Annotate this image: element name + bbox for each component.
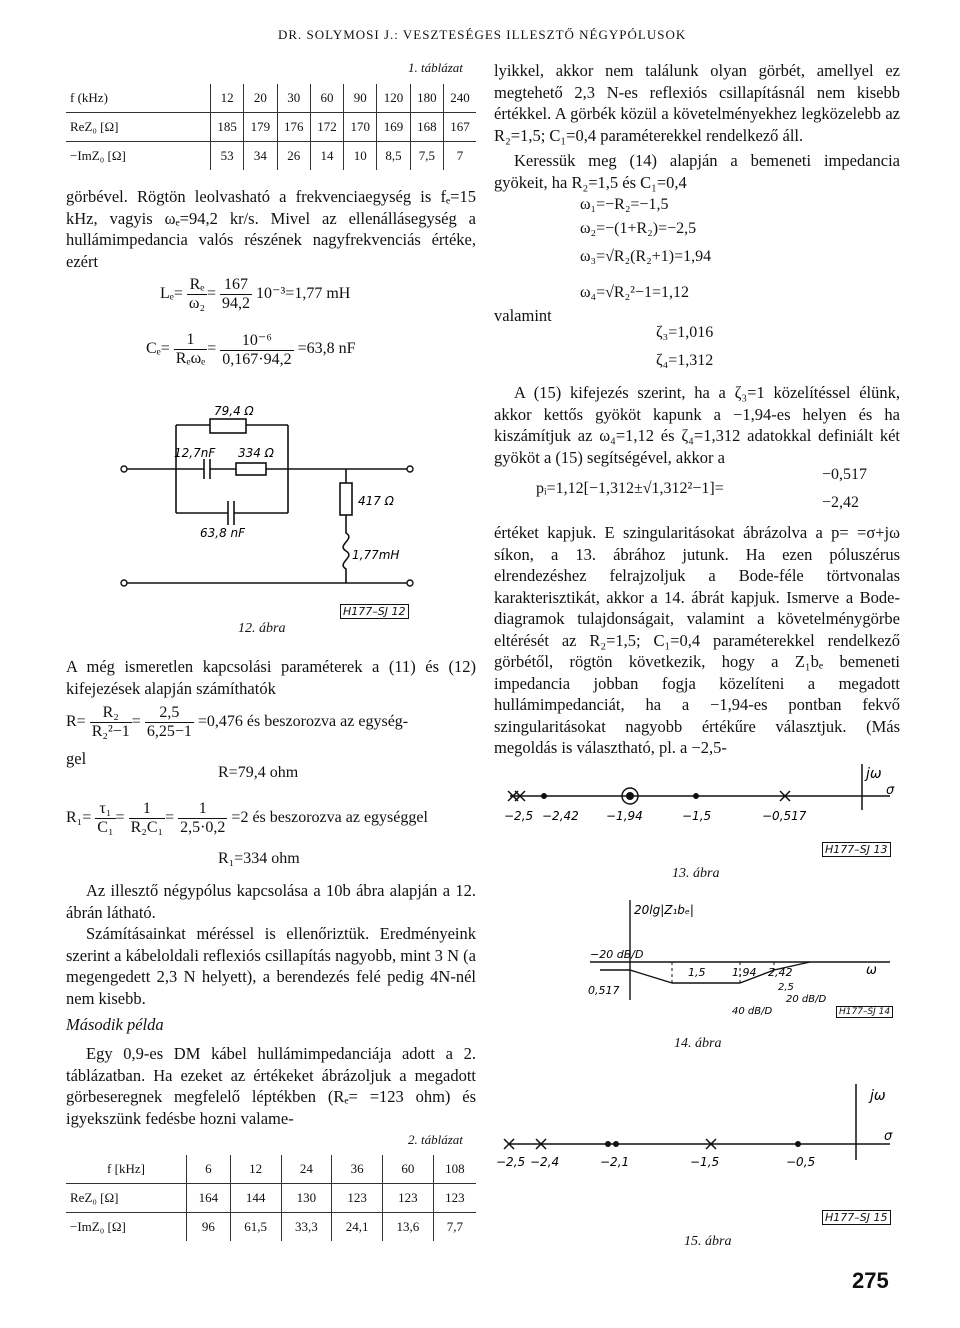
omega2: ω₂=−(1+R₂)=−2,5 bbox=[580, 220, 697, 237]
table2-caption: 2. táblázat bbox=[408, 1132, 463, 1147]
axis-jw-label: jω bbox=[866, 766, 882, 782]
axis-jw-label: jω bbox=[870, 1088, 886, 1104]
table-row: f (kHz) 12 20 30 60 90 120 180 240 bbox=[66, 84, 476, 113]
tick-label: −2,5 bbox=[496, 1155, 526, 1169]
tick-label: −2,4 bbox=[530, 1155, 560, 1169]
resistor-r-label: 79,4 Ω bbox=[214, 405, 254, 418]
zeta3: ζ₃=1,016 bbox=[656, 324, 714, 341]
tick-label: 2,5 bbox=[778, 982, 794, 993]
pi-value-1: −0,517 bbox=[822, 466, 868, 483]
section-heading: Második példa bbox=[66, 1015, 164, 1034]
pi-equation: pᵢ=1,12[−1,312±√1,312²−1]= bbox=[536, 480, 724, 497]
equation-le: Lₑ= $\frac{\text{Rₑ}}{\text{ω₂}}$ = $\frac{167}{94,2}$ 10⁻³=1,77 mH bbox=[160, 276, 351, 312]
slope-label: 20 dB/D bbox=[786, 994, 827, 1005]
figure-15-caption: 15. ábra bbox=[684, 1234, 732, 1249]
axis-sigma-label: σ bbox=[886, 783, 895, 798]
r-value: R=79,4 ohm bbox=[218, 764, 299, 781]
table-row: −ImZ₀ [Ω] 53 34 26 14 10 8,5 7,5 7 bbox=[66, 142, 476, 171]
axis-sigma-label: σ bbox=[884, 1129, 893, 1144]
paragraph: Keressük meg (14) alapján a bemeneti impedancia gyökeit, ha R₂=1,5 és C₁=0,4 bbox=[494, 151, 900, 192]
table-row: ReZ₀ [Ω] 185 179 176 172 170 169 168 167 bbox=[66, 113, 476, 142]
table-row: −ImZ₀ [Ω] 96 61,5 33,3 24,1 13,6 7,7 bbox=[66, 1213, 476, 1242]
table-row: f [kHz] 6 12 24 36 60 108 bbox=[66, 1155, 476, 1184]
figure-14-bode bbox=[560, 890, 900, 1024]
figure-14-code: H177–SJ 14 bbox=[836, 1006, 893, 1018]
table2 bbox=[66, 1155, 476, 1241]
paragraph: Egy 0,9-es DM kábel hullámimpedanciája adott a 2. táblázatban. Ha ezeket az értékeket ábrázoljuk a megadott görbeseregnek megfelelő léptékben (Rₑ= =123 ohm) és igyekszünk fedésbe hozni valame- bbox=[66, 1044, 476, 1128]
y-axis-label: 20lg|Z₁bₑ| bbox=[634, 903, 694, 917]
tick-label: 1,94 bbox=[732, 966, 757, 979]
paragraph: görbével. Rögtön leolvasható a frekvenciaegység is fₑ=15 kHz, vagyis ωₑ=94,2 kr/s. Mivel az ellenállásegység a hullámimpedancia valós részének nagyfrekvenciás értéke, ezért bbox=[66, 187, 476, 271]
figure-12-code: H177–SJ 12 bbox=[340, 604, 409, 619]
text-valamint: valamint bbox=[494, 306, 552, 325]
pi-value-2: −2,42 bbox=[822, 494, 860, 511]
slope-label: −20 dB/D bbox=[590, 948, 644, 961]
equation-r: R= $\frac{\text{R₂}}{\text{R₂²−1}}$ = $\frac{2,5}{6,25-1}$ =0,476 és beszorozva az egység- bbox=[66, 704, 409, 740]
resistor-r1-label: 334 Ω bbox=[238, 446, 274, 460]
tick-label: −0,517 bbox=[762, 809, 807, 823]
equation-ce: Cₑ= $\frac{1}{\text{Rₑωₑ}}$ = $\frac{\text{10⁻⁶}}{0,167\cdot 94,2}$ =63,8 nF bbox=[146, 331, 356, 368]
resistor-shunt-label: 417 Ω bbox=[358, 494, 394, 508]
table-row: ReZ₀ [Ω] 164 144 130 123 123 123 bbox=[66, 1184, 476, 1213]
figure-12-circuit bbox=[120, 405, 440, 630]
paragraph: Az illesztő négypólus kapcsolása a 10b ábra alapján a 12. ábrán látható. bbox=[66, 881, 476, 922]
text-gel: gel bbox=[66, 749, 87, 768]
figure-13-code: H177–SJ 13 bbox=[822, 842, 891, 857]
paragraph: Számításainkat méréssel is ellenőriztük. Eredményeink szerint a kábeloldali reflexiós csillapítás nagyobb, mint 3 N (a megengedett 2,3 N helyett), a berendezés felé pedig 4N-nél nem kisebb. bbox=[66, 924, 476, 1008]
paragraph: A (15) kifejezés szerint, ha a ζ₃=1 közelítéssel élünk, akkor kettős gyököt kapunk a −1,94-es helyen és ha kiszámítjuk az ω₄=1,12 és ζ₄=1,312 adatokkal definiált két gyököt a (15) segítségével, akkor a bbox=[494, 383, 900, 467]
slope-label: 40 dB/D bbox=[732, 1006, 773, 1017]
zeta4: ζ₄=1,312 bbox=[656, 352, 714, 369]
figure-12-caption: 12. ábra bbox=[238, 621, 286, 636]
tick-label: 2,42 bbox=[768, 966, 793, 979]
figure-13-caption: 13. ábra bbox=[672, 866, 720, 881]
figure-14-caption: 14. ábra bbox=[674, 1036, 722, 1051]
capacitor-ce-label: 63,8 nF bbox=[200, 526, 246, 540]
paragraph: A még ismeretlen kapcsolási paraméterek a (11) és (12) kifejezések alapján számíthatók bbox=[66, 657, 476, 698]
paragraph: lyikkel, akkor nem találunk olyan görbét, amellyel ez megtehető 2,3 N-es reflexiós csillapításnál nem kisebb értékkel. A görbék közül a követelményekhez legközelebb az R₂=1,5; C₁=0,4 paraméterekkel rendelkező áll. bbox=[494, 61, 900, 145]
table1-caption: 1. táblázat bbox=[408, 60, 463, 75]
tick-label: 0,517 bbox=[588, 984, 620, 997]
axis-omega-label: ω bbox=[866, 963, 877, 978]
figure-15-pole-zero bbox=[490, 1074, 910, 1184]
omega4: ω₄=√R₂²−1=1,12 bbox=[580, 284, 690, 301]
table1 bbox=[66, 84, 476, 170]
r1-value: R₁=334 ohm bbox=[218, 850, 300, 867]
inductor-label: 1,77mH bbox=[352, 548, 400, 562]
figure-15-code: H177–SJ 15 bbox=[822, 1210, 891, 1225]
omega3: ω₃=√R₂(R₂+1)=1,94 bbox=[580, 248, 712, 265]
tick-label: −1,5 bbox=[682, 809, 712, 823]
figure-13-pole-zero bbox=[490, 760, 910, 830]
tick-label: −2,42 bbox=[542, 809, 579, 823]
tick-label: −0,5 bbox=[786, 1155, 816, 1169]
tick-label: −1,94 bbox=[606, 809, 643, 823]
capacitor-label: 12,7nF bbox=[174, 446, 216, 460]
equation-r1: R₁= $\frac{\text{τ₁}}{\text{C₁}}$ = $\frac{1}{\text{R₂C₁}}$ = $\frac{1}{2,5\cdot 0,2}$ =2 és beszorozva az egységgel bbox=[66, 800, 428, 836]
running-header: DR. SOLYMOSI J.: VESZTESÉGES ILLESZTŐ NÉGYPÓLUSOK bbox=[278, 27, 687, 42]
paragraph: értéket kapjuk. E szingularitásokat ábrázolva a p= =σ+jω síkon, a 13. ábrához jutunk. Ha ezen póluszérus elrendezéshez felrajzoljuk a Bode-féle törtvonalas karakterisztikát, akkor a 14. ábrát kapjuk. Ismerve a Bode-diagramok tulajdonságait, valamint a követelménygörbe eltérését az R₂=1,5; C₁=0,4 paraméterekkel rendelkező görbétől, rögtön következik, hogy a Z₁bₑ bemeneti impedancia jobban fogja közelíteni a megadott hullámimpedanciát, ha a −1,94-es pontban fekvő szingularitásokat nagyobb értékűre választjuk. (Más megoldás is választható, pl. a −2,5- bbox=[494, 523, 900, 757]
tick-label: −2,1 bbox=[600, 1155, 630, 1169]
tick-label: −2,5 bbox=[504, 809, 534, 823]
tick-label: 1,5 bbox=[688, 966, 706, 979]
tick-label: −1,5 bbox=[690, 1155, 720, 1169]
omega1: ω₁=−R₂=−1,5 bbox=[580, 196, 669, 213]
page-number: 275 bbox=[852, 1268, 889, 1293]
